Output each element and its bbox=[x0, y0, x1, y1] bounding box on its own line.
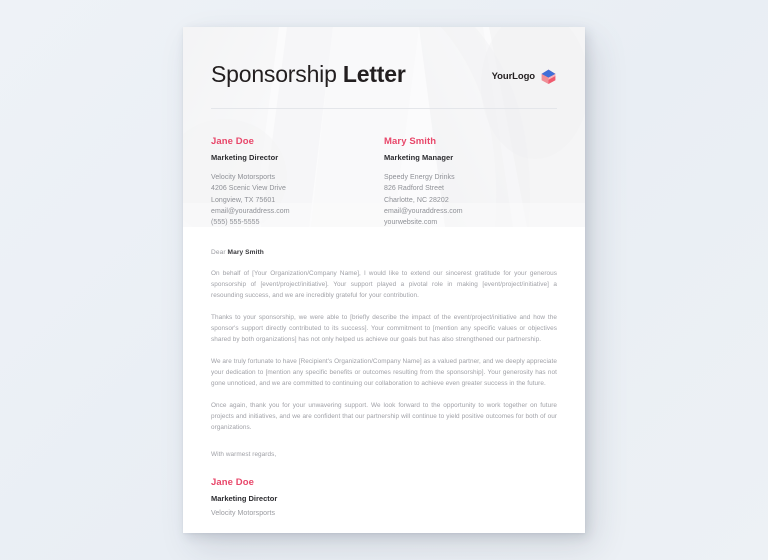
recipient-name: Mary Smith bbox=[384, 136, 437, 147]
address-line-email: email@youraddress.com bbox=[384, 207, 463, 215]
contact-sender bbox=[211, 136, 384, 227]
contact-block bbox=[211, 136, 557, 227]
diamond-logo-icon bbox=[540, 68, 557, 85]
letter-body bbox=[183, 227, 585, 460]
sender-name: Jane Doe bbox=[211, 136, 255, 147]
letter-header bbox=[183, 27, 585, 227]
header-content bbox=[183, 27, 585, 227]
sender-role: Marketing Director bbox=[211, 153, 279, 162]
address-line: 826 Radford Street bbox=[384, 185, 445, 193]
signature-organization: Velocity Motorsports bbox=[211, 510, 276, 518]
page-title-light: Sponsorship bbox=[211, 61, 337, 87]
body-paragraph: On behalf of [Your Organization/Company Name], I would like to extend our sincerest gratitude for your generous sponsorship of [event/project/initiative]. Your support played a pivotal role in making [event/project/initiative] a resounding success, and we are incredibly grateful for your contribution. bbox=[211, 270, 557, 300]
address-line: Longview, TX 75601 bbox=[211, 196, 276, 204]
page-title bbox=[211, 63, 406, 86]
signature-role: Marketing Director bbox=[211, 494, 278, 504]
recipient-role: Marketing Manager bbox=[384, 153, 454, 162]
address-line-phone: (555) 555-5555 bbox=[211, 219, 260, 227]
body-paragraph: We are truly fortunate to have [Recipient's Organization/Company Name] as a valued partner, and we deeply appreciate your dedication to [mention any specific benefits or outcomes resulting from the sponsorship]. Your generosity has not gone unnoticed, and we are committed to continuing our collaboration to achieve even greater success in the future. bbox=[211, 358, 557, 388]
salutation bbox=[211, 249, 557, 256]
body-paragraph: Once again, thank you for your unwavering support. We look forward to the opportunity to work together on future projects and initiatives, and we are confident that our partnership will continue to yield positive outcomes for both of our organizations. bbox=[211, 402, 557, 432]
contact-recipient bbox=[384, 136, 557, 227]
recipient-address bbox=[384, 172, 557, 227]
signature-block bbox=[183, 471, 585, 517]
address-line-email: email@youraddress.com bbox=[211, 207, 290, 215]
page-title-bold: Letter bbox=[342, 61, 406, 87]
address-line: Velocity Motorsports bbox=[211, 174, 276, 181]
title-row bbox=[211, 63, 557, 86]
address-line-website: yourwebsite.com bbox=[384, 219, 438, 227]
letter-page bbox=[183, 27, 585, 533]
body-paragraph: Thanks to your sponsorship, we were able to [briefly describe the impact of the event/project/initiative and how the sponsor's support directly contributed to its success]. Your commitment to [mention any specific values or objectives shared by both organizations] has not only helped us achieve our goals but has also strengthened our partnership. bbox=[211, 314, 557, 344]
address-line: Speedy Energy Drinks bbox=[384, 174, 455, 181]
salutation-recipient: Mary Smith bbox=[227, 249, 264, 256]
signature-name: Jane Doe bbox=[211, 477, 255, 489]
header-divider bbox=[211, 108, 557, 109]
address-line: Charlotte, NC 28202 bbox=[384, 196, 449, 204]
logo-text: YourLogo bbox=[491, 70, 535, 82]
brand-logo bbox=[492, 68, 557, 85]
address-line: 4206 Scenic View Drive bbox=[211, 185, 286, 193]
closing-line: With warmest regards, bbox=[211, 451, 277, 459]
sender-address bbox=[211, 172, 384, 227]
salutation-prefix: Dear bbox=[211, 249, 226, 256]
